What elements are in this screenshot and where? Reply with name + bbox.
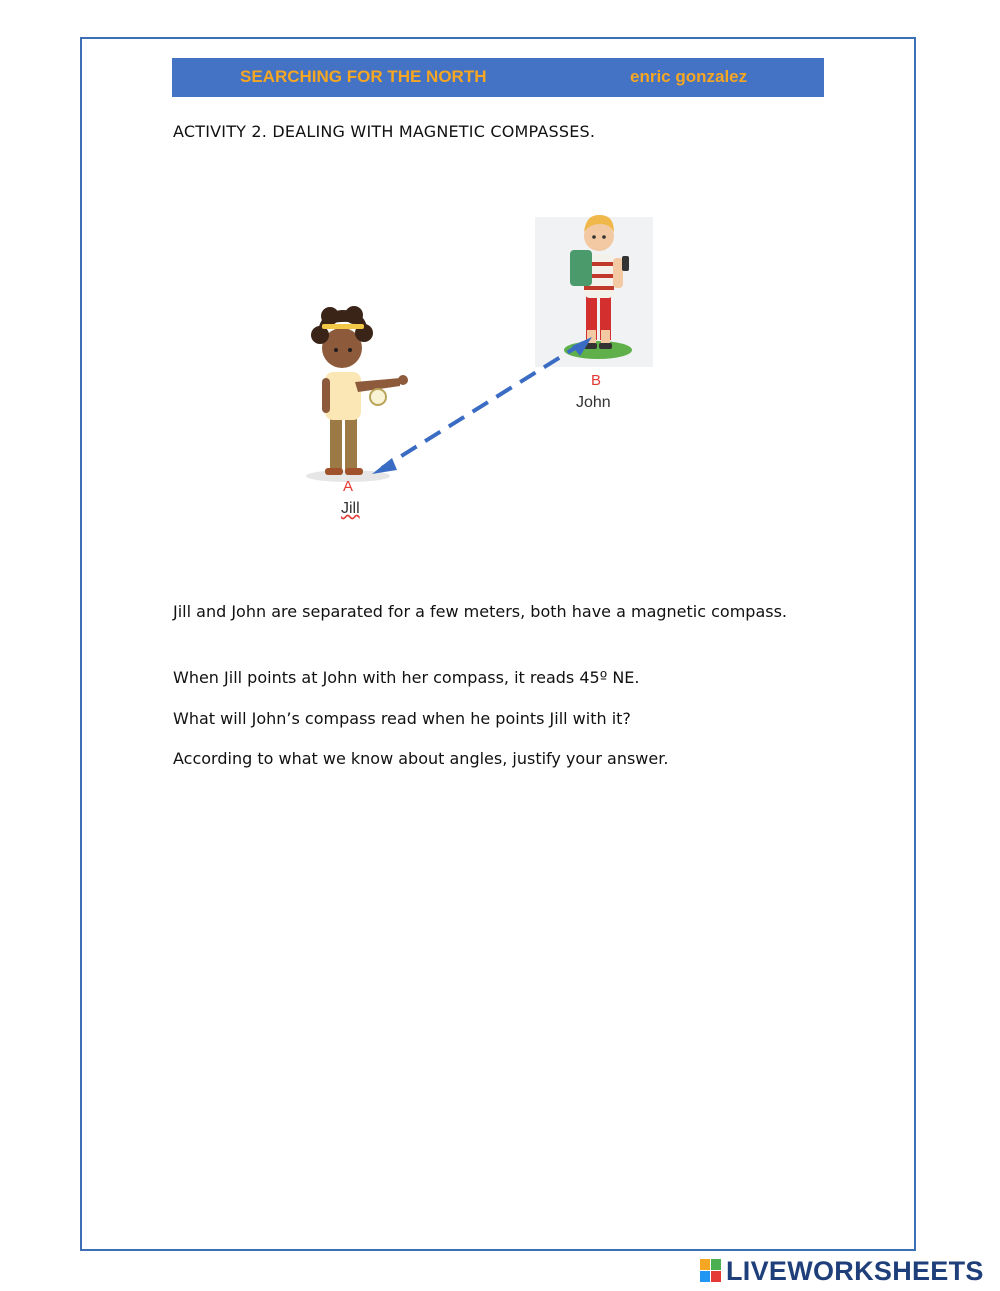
point-a-label: A: [343, 478, 354, 495]
scene-svg: [300, 200, 680, 540]
paragraph-3: What will John’s compass read when he points Jill with it?: [173, 709, 631, 728]
paragraph-1: Jill and John are separated for a few meters, both have a magnetic compass.: [173, 602, 788, 621]
compass-illustration: [300, 200, 680, 540]
author-name: enric gonzalez: [630, 67, 748, 86]
liveworksheets-logo-icon: [700, 1259, 722, 1283]
paragraph-2: When Jill points at John with her compass, it reads 45º NE.: [173, 668, 640, 687]
jill-figure: [306, 306, 408, 482]
john-label: John: [576, 394, 611, 411]
point-b-label: B: [591, 372, 602, 389]
paragraph-4: According to what we know about angles, justify your answer.: [173, 749, 669, 768]
direction-arrow: [372, 337, 592, 474]
liveworksheets-logo[interactable]: [700, 1256, 984, 1286]
worksheet-title: SEARCHING FOR THE NORTH: [240, 67, 487, 86]
liveworksheets-brand: LIVEWORKSHEETS: [726, 1255, 984, 1286]
jill-label: Jill: [341, 500, 360, 517]
activity-heading: ACTIVITY 2. DEALING WITH MAGNETIC COMPASSES.: [173, 122, 596, 141]
